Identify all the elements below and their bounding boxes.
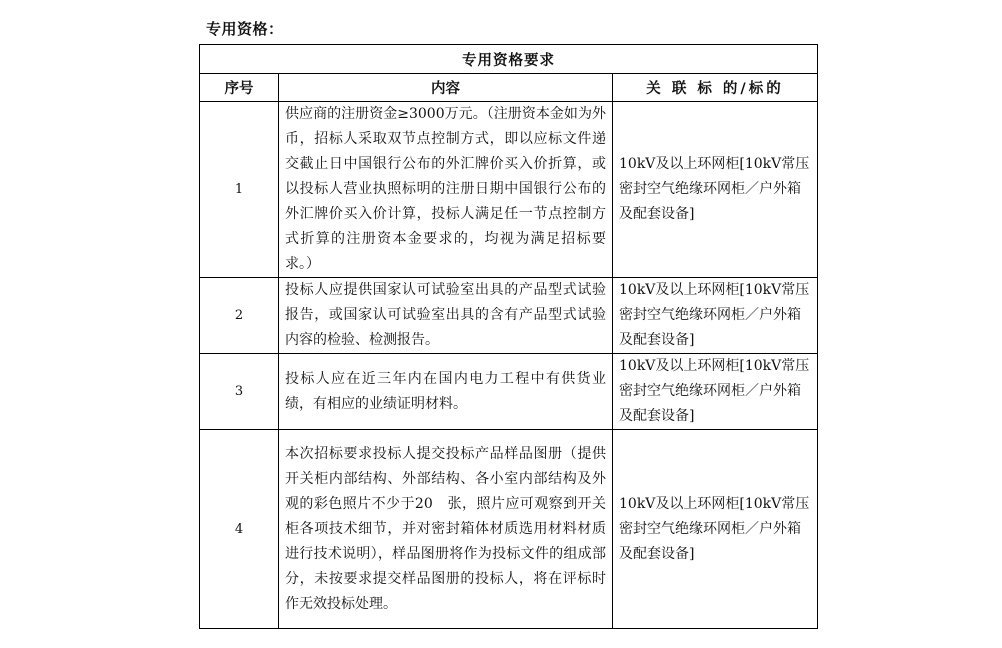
qualification-table (199, 44, 818, 629)
table-row (200, 102, 818, 278)
row-content: 本次招标要求投标人提交投标产品样品图册（提供开关柜内部结构、外部结构、各小室内部结构及外观的彩色照片不少于20 张，照片应可观察到开关柜各项技术细节，并对密封箱体材质选用材料材质进行技术说明），样品图册将作为投标文件的组成部分，未按要求提交样品图册的投标人，将在评标时作无效投标处理。 (279, 430, 613, 629)
row-index: 4 (200, 430, 279, 629)
row-relation: 10kV及以上环网柜[10kV常压密封空气绝缘环网柜／户外箱及配套设备] (613, 278, 818, 354)
row-index: 2 (200, 278, 279, 354)
header-content: 内容 (279, 74, 613, 102)
row-index: 1 (200, 102, 279, 278)
row-relation: 10kV及以上环网柜[10kV常压密封空气绝缘环网柜／户外箱及配套设备] (613, 354, 818, 430)
table-row (200, 278, 818, 354)
section-heading: 专用资格： (206, 20, 284, 38)
row-content: 供应商的注册资金≥3000万元。（注册资本金如为外币，招标人采取双节点控制方式，即以应标文件递交截止日中国银行公布的外汇牌价买入价折算，或以投标人营业执照标明的注册日期中国银行公布的外汇牌价买入价计算，投标人满足任一节点控制方式折算的注册资本金要求的，均视为满足招标要求。） (279, 102, 613, 278)
table-row (200, 354, 818, 430)
header-index: 序号 (200, 74, 279, 102)
row-relation: 10kV及以上环网柜[10kV常压密封空气绝缘环网柜／户外箱及配套设备] (613, 430, 818, 629)
row-index: 3 (200, 354, 279, 430)
row-relation: 10kV及以上环网柜[10kV常压密封空气绝缘环网柜／户外箱及配套设备] (613, 102, 818, 278)
table-row (200, 430, 818, 629)
row-content: 投标人应提供国家认可试验室出具的产品型式试验报告，或国家认可试验室出具的含有产品型式试验内容的检验、检测报告。 (279, 278, 613, 354)
header-relation: 关 联 标 的/标的 (613, 74, 818, 102)
table-title: 专用资格要求 (200, 45, 818, 74)
row-content: 投标人应在近三年内在国内电力工程中有供货业绩，有相应的业绩证明材料。 (279, 354, 613, 430)
